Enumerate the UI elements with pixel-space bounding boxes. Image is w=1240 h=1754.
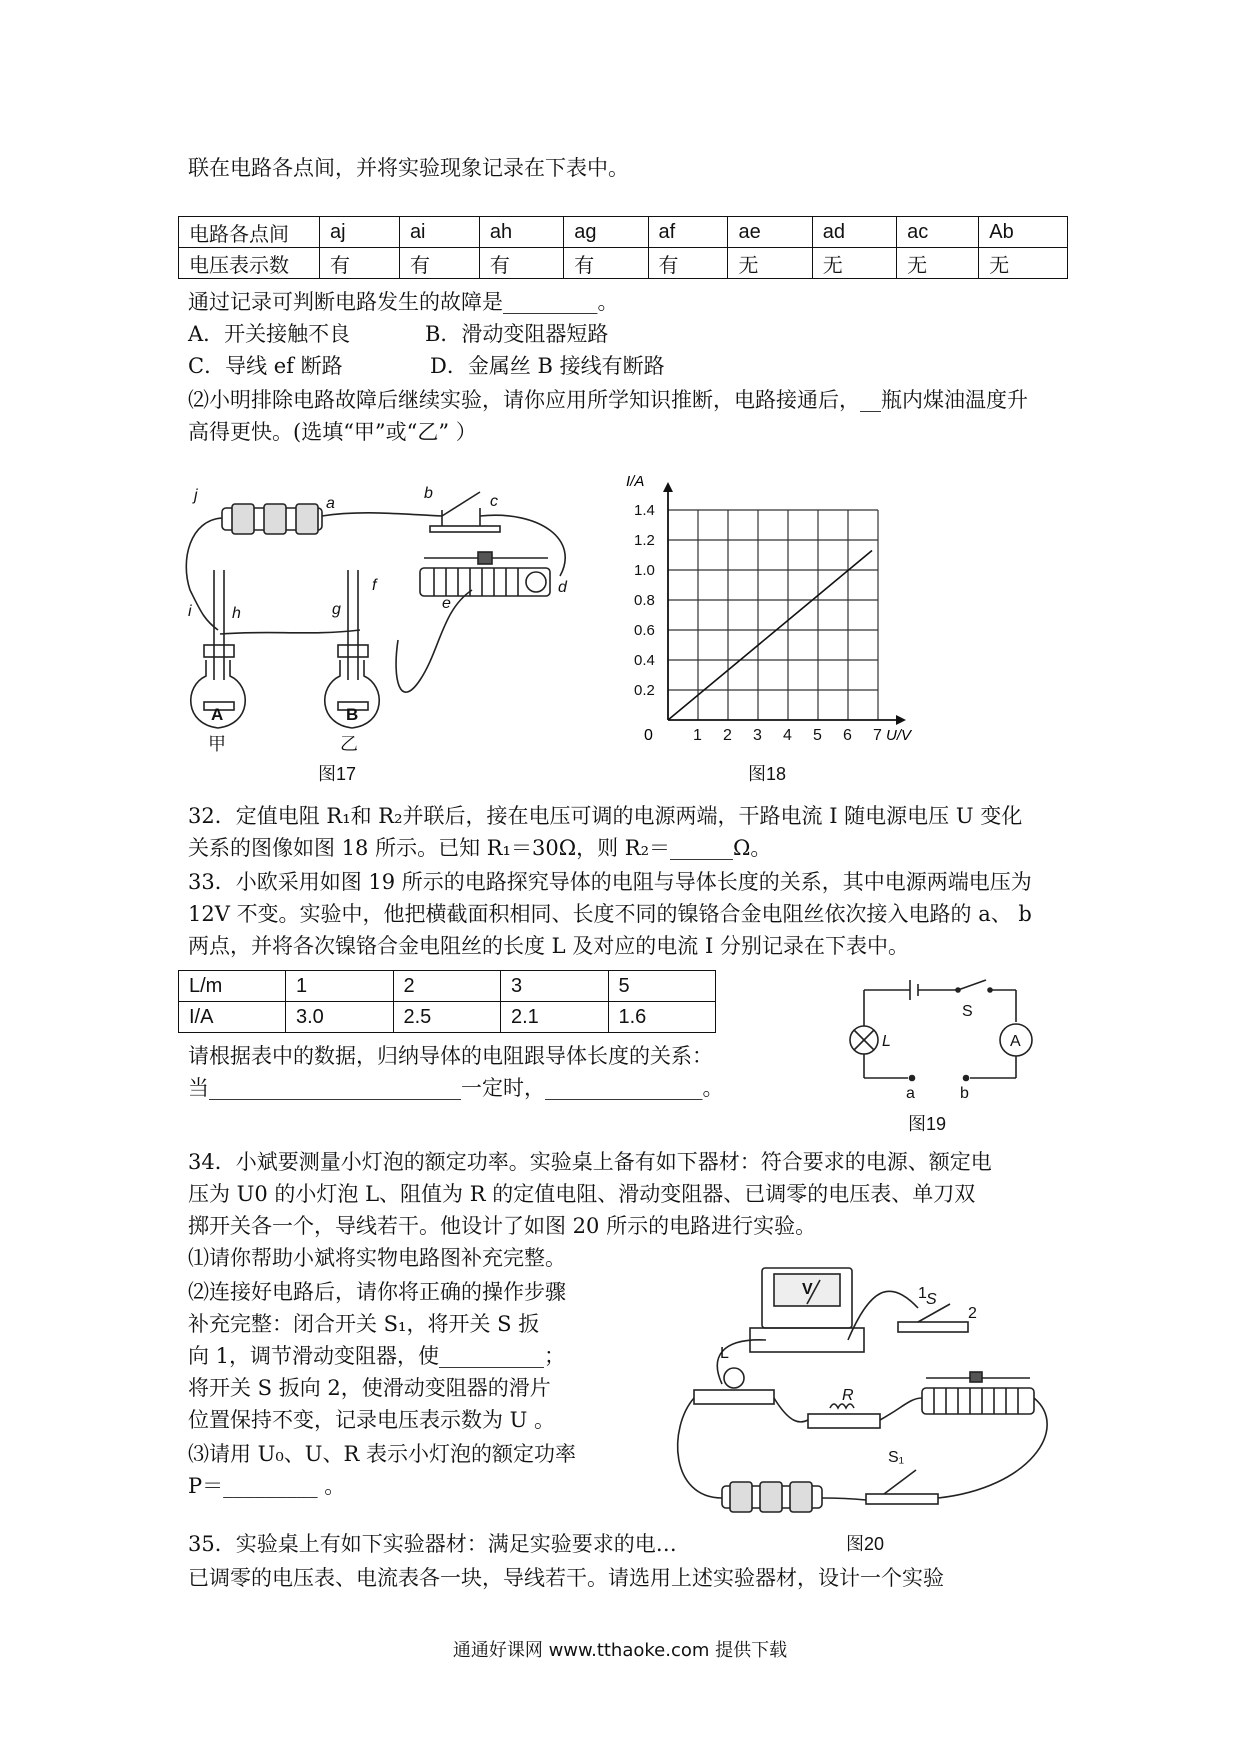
table-cell: 无 bbox=[728, 248, 812, 279]
table-cell: 3 bbox=[501, 971, 609, 1002]
q34-p2e: 位置保持不变，记录电压表示数为 U 。 bbox=[188, 1408, 556, 1432]
label-jia: 甲 bbox=[208, 734, 226, 754]
table-cell: 2.1 bbox=[501, 1002, 609, 1033]
label-b: b bbox=[424, 485, 433, 502]
figure-17-circuit bbox=[180, 480, 630, 770]
y-tick-label: 0.6 bbox=[634, 622, 655, 639]
q34-line2: 压为 U0 的小灯泡 L、阻值为 R 的定值电阻、滑动变阻器、已调零的电压表、单刀双 bbox=[188, 1182, 976, 1206]
x-tick-label: 7 bbox=[873, 727, 882, 744]
x-tick-label: 1 bbox=[693, 727, 702, 744]
table-header-cell: 电压表示数 bbox=[179, 248, 320, 279]
q35-line1: 35．实验桌上有如下实验器材：满足实验要求的电… bbox=[188, 1532, 677, 1556]
q34-p3b: P＝_________ 。 bbox=[188, 1474, 346, 1498]
y-tick-label: 1.4 bbox=[634, 502, 655, 519]
chart-grid bbox=[668, 510, 878, 720]
y-axis-label: I/A bbox=[626, 473, 645, 490]
label-switch-s1: S₁ bbox=[888, 1449, 905, 1466]
label-ammeter-a: A bbox=[1010, 1033, 1021, 1050]
label-e: e bbox=[442, 595, 451, 612]
table-cell: 1.6 bbox=[608, 1002, 716, 1033]
y-tick-label: 0.8 bbox=[634, 592, 655, 609]
label-lamp-l: L bbox=[882, 1033, 891, 1050]
page-footer: 通通好课网 www.tthaoke.com 提供下载 bbox=[452, 1640, 788, 1661]
figure-18-chart bbox=[620, 470, 950, 755]
label-resistor-r: R bbox=[842, 1387, 854, 1404]
label-flask-b: B bbox=[346, 705, 359, 724]
y-tick-label: 1.2 bbox=[634, 532, 655, 549]
label-voltmeter-v: V bbox=[802, 1281, 813, 1298]
q32-line1: 32．定值电阻 R₁和 R₂并联后，接在电压可调的电源两端，干路电流 I 随电源电压 U 变化 bbox=[188, 804, 1023, 828]
label-lamp-l: L bbox=[720, 1345, 729, 1362]
option-c: C．导线 ef 断路 bbox=[188, 354, 343, 378]
question-prompt: 通过记录可判断电路发生的故障是_________。 bbox=[188, 290, 619, 314]
q33-line1: 33．小欧采用如图 19 所示的电路探究导体的电阻与导体长度的关系，其中电源两端电压为 bbox=[188, 870, 1032, 894]
q34-p2d: 将开关 S 扳向 2，使滑动变阻器的滑片 bbox=[188, 1376, 551, 1400]
table-cell: 无 bbox=[812, 248, 896, 279]
label-f: f bbox=[372, 577, 377, 594]
q33-line3: 两点，并将各次镍铬合金电阻丝的长度 L 及对应的电流 I 分别记录在下表中。 bbox=[188, 934, 909, 958]
table-cell: 无 bbox=[897, 248, 979, 279]
x-tick-label: 4 bbox=[783, 727, 792, 744]
y-axis-arrow bbox=[663, 482, 673, 492]
chart-axes bbox=[663, 482, 906, 725]
table-cell: 有 bbox=[648, 248, 728, 279]
x-tick-label: 3 bbox=[753, 727, 762, 744]
table-cell: 有 bbox=[564, 248, 648, 279]
table-cell: ad bbox=[812, 217, 896, 248]
table-header-cell: L/m bbox=[179, 971, 286, 1002]
table-header-cell: I/A bbox=[179, 1002, 286, 1033]
q34-p2c: 向 1，调节滑动变阻器，使__________； bbox=[188, 1344, 566, 1368]
y-tick-label: 0.4 bbox=[634, 652, 655, 669]
x-axis-arrow bbox=[896, 715, 906, 725]
x-tick-label: 2 bbox=[723, 727, 732, 744]
table-cell: af bbox=[648, 217, 728, 248]
label-switch-s: S bbox=[962, 1003, 973, 1020]
label-g: g bbox=[332, 601, 341, 618]
x-axis-label: U/V bbox=[886, 727, 912, 744]
label-flask-a: A bbox=[211, 705, 224, 724]
option-b: B．滑动变阻器短路 bbox=[425, 322, 609, 346]
q2-line1: ⑵小明排除电路故障后继续实验，请你应用所学知识推断，电路接通后，__瓶内煤油温度升 bbox=[188, 388, 1028, 412]
table-cell: ae bbox=[728, 217, 812, 248]
table-cell: 有 bbox=[320, 248, 400, 279]
table-cell: aj bbox=[320, 217, 400, 248]
y-tick-label: 0.2 bbox=[634, 682, 655, 699]
q34-line1: 34．小斌要测量小灯泡的额定功率。实验桌上备有如下器材：符合要求的电源、额定电 bbox=[188, 1150, 992, 1174]
table-cell: Ab bbox=[979, 217, 1068, 248]
q33-line4: 请根据表中的数据，归纳导体的电阻跟导体长度的关系： bbox=[188, 1044, 713, 1068]
figure-19-schematic bbox=[840, 970, 1040, 1100]
table-cell: 有 bbox=[479, 248, 563, 279]
table-cell: ag bbox=[564, 217, 648, 248]
figure-20-circuit bbox=[670, 1248, 1080, 1528]
q2-line2: 高得更快。(选填“甲”或“乙” ） bbox=[188, 420, 477, 444]
label-switch-1: 1 bbox=[918, 1285, 927, 1302]
label-i: i bbox=[188, 603, 192, 620]
figure-20-caption: 图20 bbox=[846, 1534, 885, 1554]
table-cell: 无 bbox=[979, 248, 1068, 279]
table-cell: ah bbox=[479, 217, 563, 248]
fault-table bbox=[178, 216, 1068, 279]
label-point-a: a bbox=[906, 1085, 915, 1100]
q34-p2b: 补充完整：闭合开关 S₁，将开关 S 扳 bbox=[188, 1312, 540, 1336]
table-cell: 有 bbox=[399, 248, 479, 279]
option-a: A．开关接触不良 bbox=[188, 322, 351, 346]
table-row bbox=[179, 971, 716, 1002]
y-tick-label: 1.0 bbox=[634, 562, 655, 579]
table-cell: 1 bbox=[286, 971, 394, 1002]
label-c: c bbox=[490, 493, 498, 510]
table-cell: 3.0 bbox=[286, 1002, 394, 1033]
label-h: h bbox=[232, 605, 241, 622]
figure-19-caption: 图19 bbox=[908, 1114, 947, 1134]
x-tick-label: 6 bbox=[843, 727, 852, 744]
x-tick-label: 5 bbox=[813, 727, 822, 744]
q35-line2: 已调零的电压表、电流表各一块，导线若干。请选用上述实验器材，设计一个实验 bbox=[188, 1566, 944, 1590]
table-cell: 5 bbox=[608, 971, 716, 1002]
q34-p2a: ⑵连接好电路后，请你将正确的操作步骤 bbox=[188, 1280, 566, 1304]
figure-18-caption: 图18 bbox=[748, 764, 787, 784]
q34-p1: ⑴请你帮助小斌将实物电路图补充完整。 bbox=[188, 1246, 566, 1270]
table-row bbox=[179, 1002, 716, 1033]
q33-line2: 12V 不变。实验中，他把横截面积相同、长度不同的镍铬合金电阻丝依次接入电路的 a、 b bbox=[188, 902, 1032, 926]
table-row bbox=[179, 248, 1068, 279]
intro-line: 联在电路各点间，并将实验现象记录在下表中。 bbox=[188, 156, 629, 180]
label-j: j bbox=[194, 487, 198, 504]
table-row bbox=[179, 217, 1068, 248]
label-yi: 乙 bbox=[340, 734, 358, 754]
q32-line2: 关系的图像如图 18 所示。已知 R₁＝30Ω，则 R₂＝______Ω。 bbox=[188, 836, 772, 860]
table-cell: ai bbox=[399, 217, 479, 248]
label-switch-2: 2 bbox=[968, 1305, 977, 1322]
table-cell: 2 bbox=[393, 971, 501, 1002]
label-switch-s: S bbox=[926, 1291, 937, 1308]
q34-line3: 掷开关各一个，导线若干。他设计了如图 20 所示的电路进行实验。 bbox=[188, 1214, 817, 1238]
option-d: D．金属丝 B 接线有断路 bbox=[430, 354, 665, 378]
table-cell: ac bbox=[897, 217, 979, 248]
label-point-b: b bbox=[960, 1085, 969, 1100]
q34-p3a: ⑶请用 U₀、U、R 表示小灯泡的额定功率 bbox=[188, 1442, 576, 1466]
q33-line5: 当________________________一定时，_______________。 bbox=[188, 1076, 724, 1100]
label-d: d bbox=[558, 579, 567, 596]
table-header-cell: 电路各点间 bbox=[179, 217, 320, 248]
table-cell: 2.5 bbox=[393, 1002, 501, 1033]
label-a: a bbox=[326, 495, 335, 512]
figure-17-caption: 图17 bbox=[318, 764, 357, 784]
origin-label: 0 bbox=[644, 727, 653, 744]
length-current-table bbox=[178, 970, 716, 1033]
